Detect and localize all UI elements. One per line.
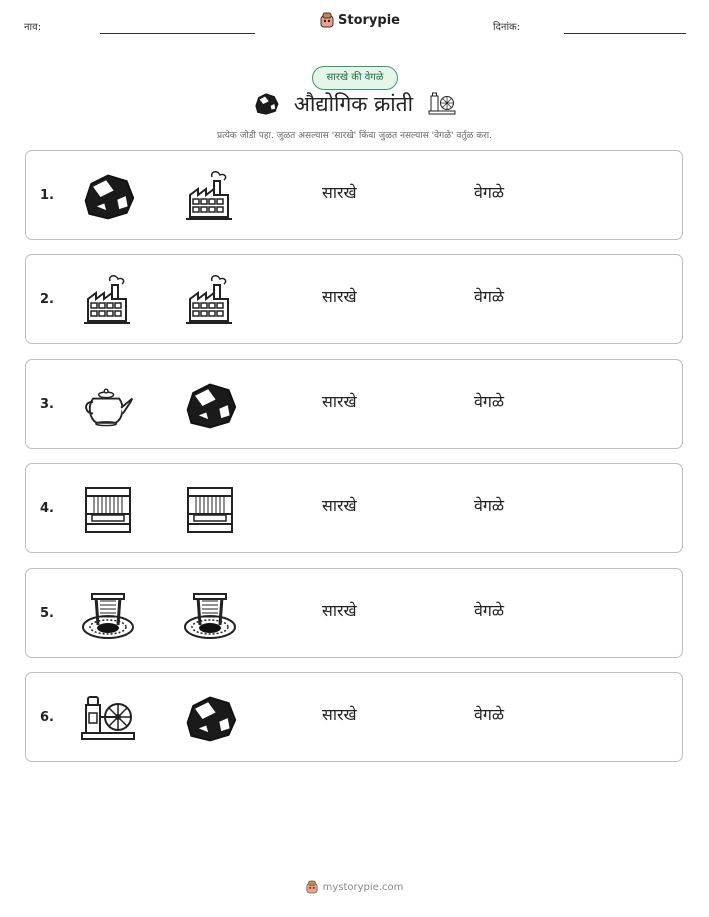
factory-icon (80, 275, 136, 327)
loom-icon (182, 484, 238, 536)
mine-shaft-icon (80, 589, 136, 641)
loom-icon (80, 484, 136, 536)
question-number: 4. (40, 501, 54, 516)
footer (0, 880, 709, 894)
title-row (0, 90, 709, 118)
mine-shaft-icon (182, 589, 238, 641)
option-different[interactable]: वेगळे (474, 183, 505, 202)
option-same[interactable]: सारखे (322, 705, 357, 724)
question-row (25, 359, 683, 449)
coal-icon (182, 380, 238, 432)
option-same[interactable]: सारखे (322, 287, 357, 306)
page-title: औद्योगिक क्रांती (293, 92, 414, 116)
date-line[interactable] (564, 33, 686, 34)
question-row (25, 150, 683, 240)
option-different[interactable]: वेगळे (474, 287, 505, 306)
option-same[interactable]: सारखे (322, 183, 357, 202)
option-same[interactable]: सारखे (322, 392, 357, 411)
instructions: प्रत्येक जोडी पहा. जुळत असल्यास 'सारखे' किंवा जुळत नसल्यास 'वेगळे' वर्तुळ करा. (216, 131, 492, 141)
coal-icon (252, 92, 280, 116)
factory-icon (182, 171, 238, 223)
teapot-icon (80, 380, 136, 432)
storypie-mascot-icon (306, 880, 318, 894)
factory-icon (182, 275, 238, 327)
question-number: 5. (40, 606, 54, 621)
question-number: 1. (40, 188, 54, 203)
steam-engine-icon (80, 693, 136, 745)
question-row (25, 672, 683, 762)
question-row (25, 568, 683, 658)
option-same[interactable]: सारखे (322, 601, 357, 620)
option-same[interactable]: सारखे (322, 496, 357, 515)
brand-name: Storypie (338, 12, 400, 28)
question-number: 2. (40, 292, 54, 307)
storypie-mascot-icon (320, 12, 334, 28)
name-line[interactable] (100, 33, 255, 34)
question-row (25, 463, 683, 553)
question-row (25, 254, 683, 344)
name-label: नाव: (24, 22, 42, 33)
steam-engine-icon (427, 91, 457, 117)
option-different[interactable]: वेगळे (474, 601, 505, 620)
brand-logo (320, 12, 400, 28)
question-number: 6. (40, 710, 54, 725)
option-different[interactable]: वेगळे (474, 496, 505, 515)
option-different[interactable]: वेगळे (474, 392, 505, 411)
question-number: 3. (40, 397, 54, 412)
coal-icon (80, 171, 136, 223)
footer-site[interactable]: mystorypie.com (322, 881, 404, 893)
activity-badge: सारखे की वेगळे (312, 66, 398, 90)
date-label: दिनांक: (493, 22, 521, 33)
coal-icon (182, 693, 238, 745)
option-different[interactable]: वेगळे (474, 705, 505, 724)
